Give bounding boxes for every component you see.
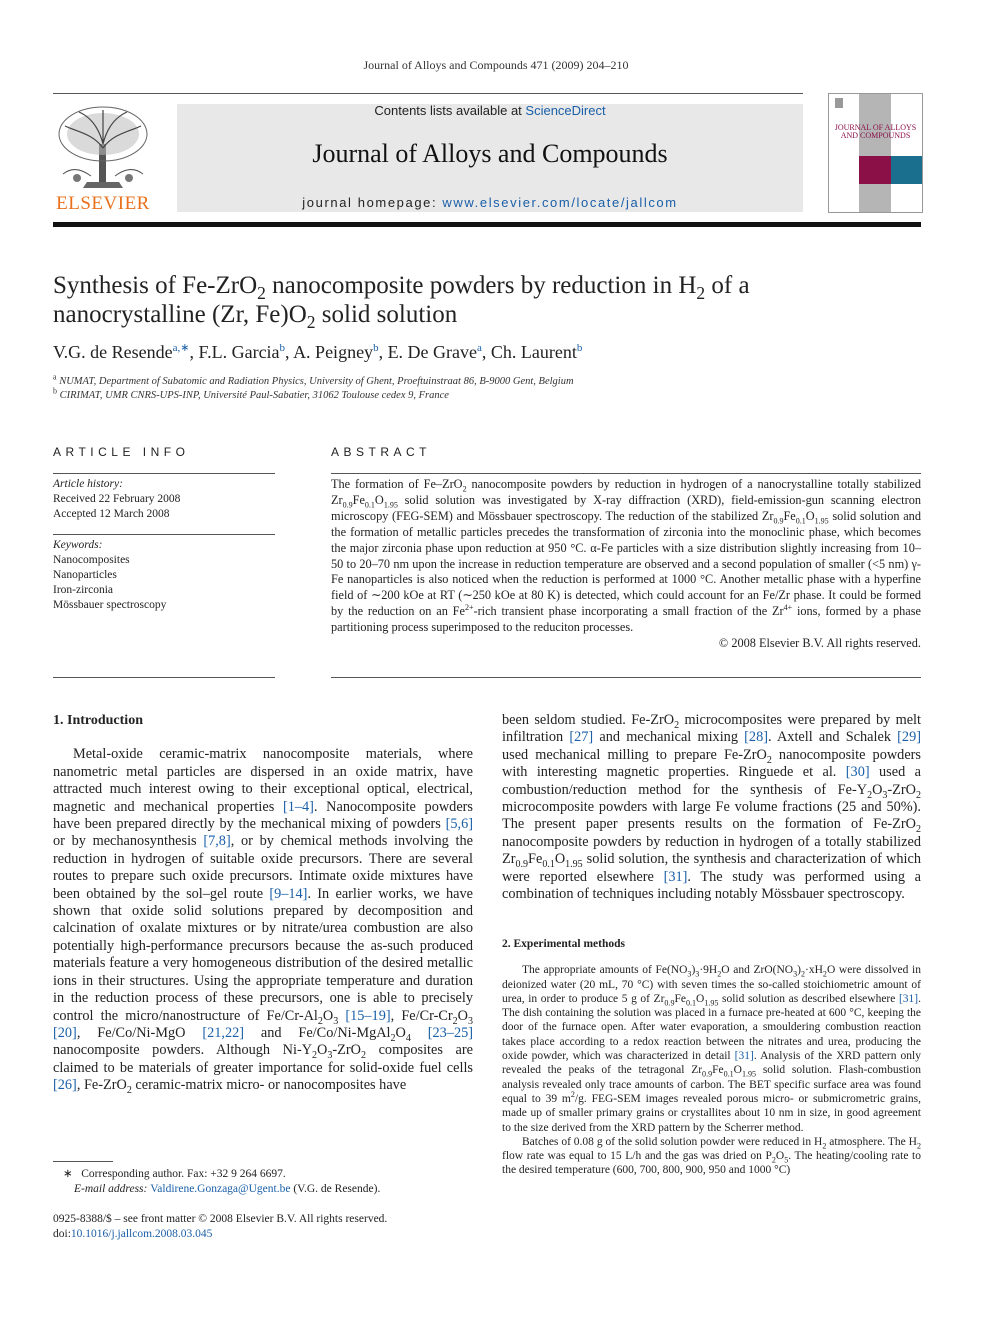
introduction-section	[53, 712, 473, 1095]
copyright: © 2008 Elsevier B.V. All rights reserved.	[718, 636, 921, 651]
citation-link[interactable]: [26]	[53, 1077, 77, 1094]
citation-link[interactable]: [15–19]	[345, 1007, 391, 1024]
article-history: Article history: Received 22 February 2008 Accepted 12 March 2008	[53, 477, 275, 522]
citation-link[interactable]: [9–14]	[269, 885, 308, 902]
citation-link[interactable]: [28]	[744, 729, 768, 746]
methods-paragraph: Batches of 0.08 g of the solid solution powder were reduced in $H_2$ atmosphere. The $H_2$ flow rate was equal to 15 L/h and the gas was dried on $P_2O_5$. The heating/cooling rate to the desired temperature (600, 700, 800, 900, 950 and 1000 °C)	[502, 1135, 922, 1177]
keyword: Iron-zirconia	[53, 584, 114, 596]
citation-link[interactable]: [23–25]	[427, 1024, 473, 1041]
abstract-rule	[331, 473, 921, 474]
journal-cover-thumbnail	[828, 93, 923, 213]
affiliation-a: $^a$ NUMAT, Department of Subatomic and Radiation Physics, University of Ghent, Proeftuinstraat 86, B-9000 Gent, Belgium	[53, 372, 574, 387]
elsevier-wordmark: ELSEVIER	[56, 193, 150, 214]
citation-link[interactable]: [7,8]	[203, 833, 231, 850]
author[interactable]: Ch. Laurent	[490, 342, 577, 362]
contents-prefix: Contents lists available at	[374, 103, 526, 118]
doi-link[interactable]: 10.1016/j.jallcom.2008.03.045	[70, 1228, 213, 1240]
article-info-heading: ARTICLE INFO	[53, 445, 190, 459]
abstract-bottom-rule	[331, 677, 921, 678]
keyword: Mössbauer spectroscopy	[53, 599, 167, 611]
author[interactable]: E. De Grave	[387, 342, 478, 362]
keyword: Nanoparticles	[53, 569, 117, 581]
header-thick-rule	[53, 222, 921, 227]
citation-link[interactable]: [5,6]	[445, 816, 473, 833]
keyword: Nanocomposites	[53, 554, 130, 566]
received-date: Received 22 February 2008	[53, 493, 181, 505]
introduction-continued	[502, 712, 921, 903]
journal-reference: Journal of Alloys and Compounds 471 (2009) 204–210	[363, 58, 629, 72]
homepage-prefix: journal homepage:	[302, 195, 443, 210]
article-title: Synthesis of Fe-ZrO$_2$ nanocomposite powders by reduction in $H_2$ of a nanocrystalline (Zr, $Fe)O_2$ solid solution	[53, 272, 750, 332]
citation-link[interactable]: [31]	[663, 868, 688, 885]
citation-link[interactable]: [30]	[845, 764, 870, 781]
issn-line: 0925-8388/$ – see front matter © 2008 Elsevier B.V. All rights reserved.	[53, 1213, 388, 1225]
email-link[interactable]: Valdirene.Gonzaga@Ugent.be	[150, 1183, 291, 1195]
author[interactable]: A. Peigney	[293, 342, 374, 362]
citation-link[interactable]: [1–4]	[282, 798, 314, 815]
introduction-paragraph-continued: been seldom studied. Fe-ZrO$_2$ microcomposites were prepared by melt infiltration [27] and mechanical mixing [28]. Axtell and Schalek [29] used mechanical milling to prepare Fe-ZrO$_2$ nanocomposite powders with interesting magnetic properties. Ringuede et al. [30] used a combustion/reduction method for the synthesis of $Fe-Y_2O_3-ZrO_2$ microcomposite powders with large Fe volume fractions (25 and 50%). The present paper presents results on the formation of Fe-ZrO$_2$ nanocomposite powders by reduction in hydrogen of a totally stabilized $Zr_{0.9}Fe_{0.1}O_{1.95}$ solid solution, the synthesis and characterization of which were reported elsewhere [31]. The study was performed using a combination of techniques including notably Mössbauer spectroscopy.	[502, 712, 921, 903]
accepted-date: Accepted 12 March 2008	[53, 508, 170, 520]
citation-link[interactable]: [21,22]	[202, 1024, 245, 1041]
citation-link[interactable]: [31]	[898, 992, 919, 1005]
footnote-rule	[53, 1161, 113, 1162]
citation-link[interactable]: [31]	[734, 1050, 754, 1063]
doi-line: doi:10.1016/j.jallcom.2008.03.045	[53, 1228, 213, 1240]
contents-line	[177, 103, 803, 118]
homepage-url-link[interactable]: www.elsevier.com/locate/jallcom	[442, 195, 678, 210]
introduction-heading: 1. Introduction	[53, 713, 143, 728]
journal-homepage	[177, 195, 803, 210]
affiliation-b: $^b$ CIRIMAT, UMR CNRS-UPS-INP, Université Paul-Sabatier, 31062 Toulouse cedex 9, France	[53, 386, 449, 401]
keywords-block: Keywords: Nanocomposites Nanoparticles Iron-zirconia Mössbauer spectroscopy	[53, 538, 275, 613]
author[interactable]: F.L. Garcia	[198, 342, 280, 362]
introduction-paragraph: Metal-oxide ceramic-matrix nanocomposite materials, where nanometric metal particles are dispersed in an oxide matrix, have attracted much interest owing to their exceptional optical, electrical, magnetic and mechanical properties [1–4]. Nanocomposite powders have been prepared directly by the mechanical mixing of powders [5,6] or by mechanosynthesis [7,8], or by chemical methods involving the reduction in hydrogen of suitable oxide precursors. There are several routes to prepare such oxide precursors. Intimate oxide mixtures have been obtained by the sol–gel route [9–14]. In earlier works, we have shown that oxide solid solutions prepared by decomposition and calcination of oxalate mixtures or by nitrate/urea combustion are also potentially high-performance precursors because the as-such produced materials feature a very homogeneous distribution of the desired metallic ions in their structures. Using the appropriate temperature and duration in the reduction process of these precursors, one is able to precisely control the micro/nanostructure of $Fe/Cr-Al_2O_3$ [15–19], $Fe/Cr-Cr_2O_3$ [20], Fe/Co/Ni-MgO [21,22] and $Fe/Co/Ni-MgAl_2O_4$ [23–25] nanocomposite powders. Although $Ni-Y_2O_3-ZrO_2$ composites are claimed to be materials of greater importance for solid-oxide fuel cells [26], Fe-ZrO$_2$ ceramic-matrix micro- or nanocomposites have	[53, 746, 473, 1096]
abstract-text: The formation of Fe–ZrO$_2$ nanocomposite powders by reduction in hydrogen of a nanocrystalline totally stabilized $Zr_{0.9}Fe_{0.1}O_{1.95}$ solid solution was investigated by X-ray diffraction (XRD), field-emission-gun scanning electron microscopy (FEG-SEM) and Mössbauer spectroscopy. The reduction of the stabilized $Zr_{0.9}Fe_{0.1}O_{1.95}$ solid solution and the formation of metallic particles precedes the transformation of zirconia into the monoclinic phase, which becomes the major zirconia phase upon reduction at 950 °C. α-Fe particles with a size distribution slightly increasing from 10–50 to 20–70 nm upon the increase in reduction temperature are observed and a second population of smaller (<5 nm) γ-Fe nanoparticles is also noticed when the reduction is performed at 1000 °C. Another metallic phase with a hyperfine field of ∼200 kOe at RT (∼250 kOe at 80 K) is detected, which could account for an Fe/Zr phase. It could be formed by the reduction on an $Fe^{2+}$-rich transient phase incorporating a small fraction of the $Zr^{4+}$ ions, formed by a phase partitioning process superimposed to the reduciton processes. © 2008 Elsevier B.V. All rights reserved.	[331, 477, 921, 651]
front-matter	[53, 1212, 473, 1242]
citation-link[interactable]: [20]	[53, 1024, 77, 1041]
cover-title: JOURNAL OF ALLOYS AND COMPOUNDS	[834, 123, 917, 140]
article-info-rule	[53, 473, 275, 474]
corresponding-author-footnote: ∗ Corresponding author. Fax: +32 9 264 6697. E-mail address: Valdirene.Gonzaga@Ugent.be (V.G. de Resende).	[63, 1168, 381, 1195]
experimental-methods-section	[502, 937, 921, 1178]
citation-link[interactable]: [27]	[569, 729, 594, 746]
citation-link[interactable]: [29]	[897, 729, 921, 746]
keywords-rule	[53, 534, 275, 535]
article-info-bottom-rule	[53, 677, 275, 678]
methods-paragraph: The appropriate amounts of $Fe(NO_3)_3\cdot 9H_2O$ and $ZrO(NO_3)_2\cdot xH_2O$ were dissolved in deionized water (20 mL, 70 °C) with seven times the so-called stoichiometric amount of urea, in order to produce 5 g of $Zr_{0.9}Fe_{0.1}O_{1.95}$ solid solution as described elsewhere [31]. The dish containing the solution was placed in a furnace pre-heated at 600 °C, keeping the door of the furnace open. After water evaporation, a smouldering combustion reaction takes place according to a redox reaction between the nitrates and urea, producing the oxide powder, which was characterized in detail [31]. Analysis of the XRD pattern only revealed the peaks of the tetragonal $Zr_{0.9}Fe_{0.1}O_{1.95}$ solid solution. Flash-combustion analysis revealed only trace amounts of carbon. The BET specific surface area was found equal to 39 $m^2/g$. FEG-SEM images revealed porous micro- or submicrometric grains, made up of smaller primary grains or crystallites about 10 nm in size, in good agreement to the size derived from the XRD pattern by the Scherrer method.	[502, 964, 921, 1134]
author-list: V.G. de Resende$^{a,∗}$, F.L. Garcia$^b$, A. Peigney$^b$, E. De Grave$^a$, Ch. Laurent$^b$	[53, 342, 583, 362]
journal-title: Journal of Alloys and Compounds	[312, 139, 668, 168]
abstract-heading: ABSTRACT	[331, 445, 432, 459]
experimental-methods-heading: 2. Experimental methods	[502, 938, 625, 950]
sciencedirect-link[interactable]: ScienceDirect	[525, 103, 606, 118]
header-top-rule	[53, 93, 803, 94]
author[interactable]: V.G. de Resende	[53, 342, 173, 362]
